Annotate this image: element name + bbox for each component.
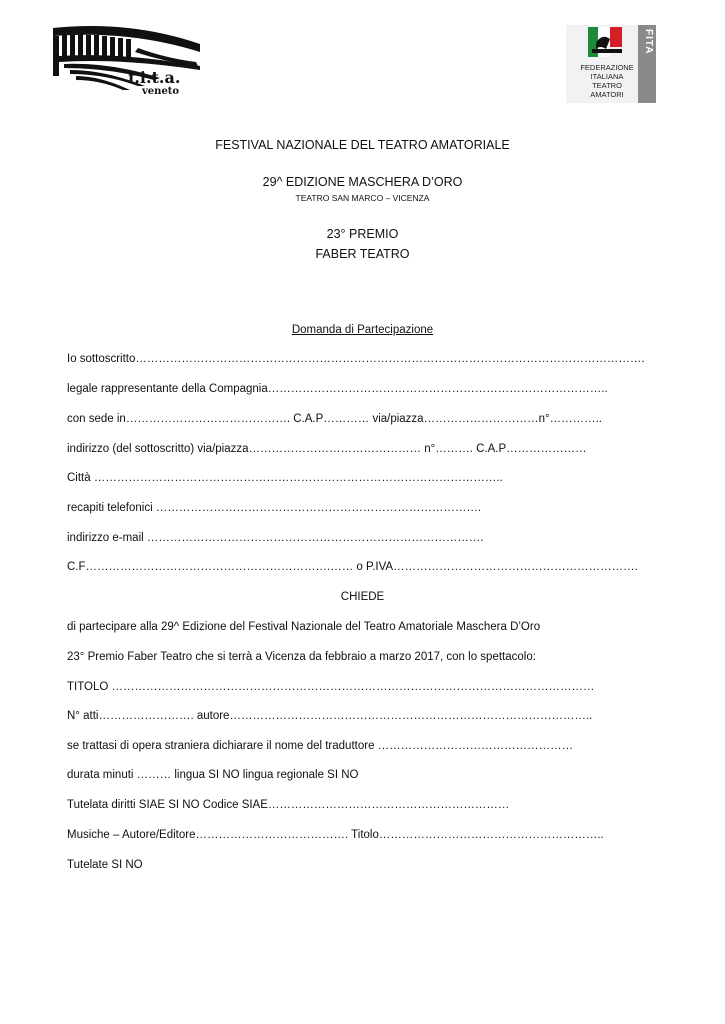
- field-citta[interactable]: Città ……………………………………………………………………………………………..: [67, 472, 503, 484]
- festival-title: FESTIVAL NAZIONALE DEL TEATRO AMATORIALE: [215, 138, 510, 152]
- field-cf-piva[interactable]: C.F……………………………………………………….…… o P.IVA……………………………………………………….: [67, 561, 638, 573]
- chiede-heading: CHIEDE: [340, 591, 385, 603]
- fita-veneto-logo: [50, 22, 208, 100]
- fita-caption: FEDERAZIONE ITALIANA TEATRO AMATORI: [580, 63, 634, 99]
- venue-subtitle: TEATRO SAN MARCO – VICENZA: [295, 193, 430, 203]
- theatre-arches-icon: [50, 22, 208, 100]
- request-line-2: 23° Premio Faber Teatro che si terrà a Vicenza da febbraio a marzo 2017, con lo spettacolo:: [67, 651, 536, 663]
- prize-name: FABER TEATRO: [315, 247, 410, 261]
- edition-title: 29^ EDIZIONE MASCHERA D’ORO: [262, 175, 463, 189]
- fita-side-band: [638, 25, 656, 103]
- field-recapiti[interactable]: recapiti telefonici ………………………………………………………………………….: [67, 502, 482, 514]
- field-musiche[interactable]: Musiche – Autore/Editore…………………………………. Titolo…………………………………………………..: [67, 829, 604, 841]
- field-traduttore[interactable]: se trattasi di opera straniera dichiarare il nome del traduttore ……………………………………………: [67, 740, 574, 752]
- field-atti-autore[interactable]: N° atti……………………. autore…………………………………………………………………………………..: [67, 710, 593, 722]
- field-siae[interactable]: Tutelata diritti SIAE SI NO Codice SIAE………………………………………………………: [67, 799, 510, 811]
- form-heading: Domanda di Partecipazione: [291, 324, 434, 336]
- fita-side-mark: FITA: [643, 29, 654, 55]
- field-email[interactable]: indirizzo e-mail …………………………………………………………………………….: [67, 532, 484, 544]
- request-line-1: di partecipare alla 29^ Edizione del Festival Nazionale del Teatro Amatoriale Maschera D’Oro: [67, 621, 541, 633]
- field-durata-lingua[interactable]: durata minuti ……… lingua SI NO lingua regionale SI NO: [67, 769, 359, 781]
- prize-number: 23° PREMIO: [326, 227, 399, 241]
- field-legale-rappresentante[interactable]: legale rappresentante della Compagnia……………………………………………………………………………..: [67, 383, 608, 395]
- field-titolo[interactable]: TITOLO ………………………………………………………………………………………………………………: [67, 681, 595, 693]
- fita-region: veneto: [142, 86, 180, 97]
- fita-brand: f.i.t.a.: [128, 68, 181, 87]
- field-indirizzo[interactable]: indirizzo (del sottoscritto) via/piazza……………………………………… n°………. C.A.P…………………: [67, 443, 587, 455]
- field-sottoscritto[interactable]: Io sottoscritto…………………………………………………………………………………………………………………….: [67, 353, 645, 365]
- field-sede[interactable]: con sede in……………………………………. C.A.P………… via/piazza…………………………n°…………..: [67, 413, 602, 425]
- tricolore-flag-icon: [566, 25, 638, 61]
- fita-national-logo: [566, 25, 656, 105]
- field-tutelate[interactable]: Tutelate SI NO: [67, 859, 143, 871]
